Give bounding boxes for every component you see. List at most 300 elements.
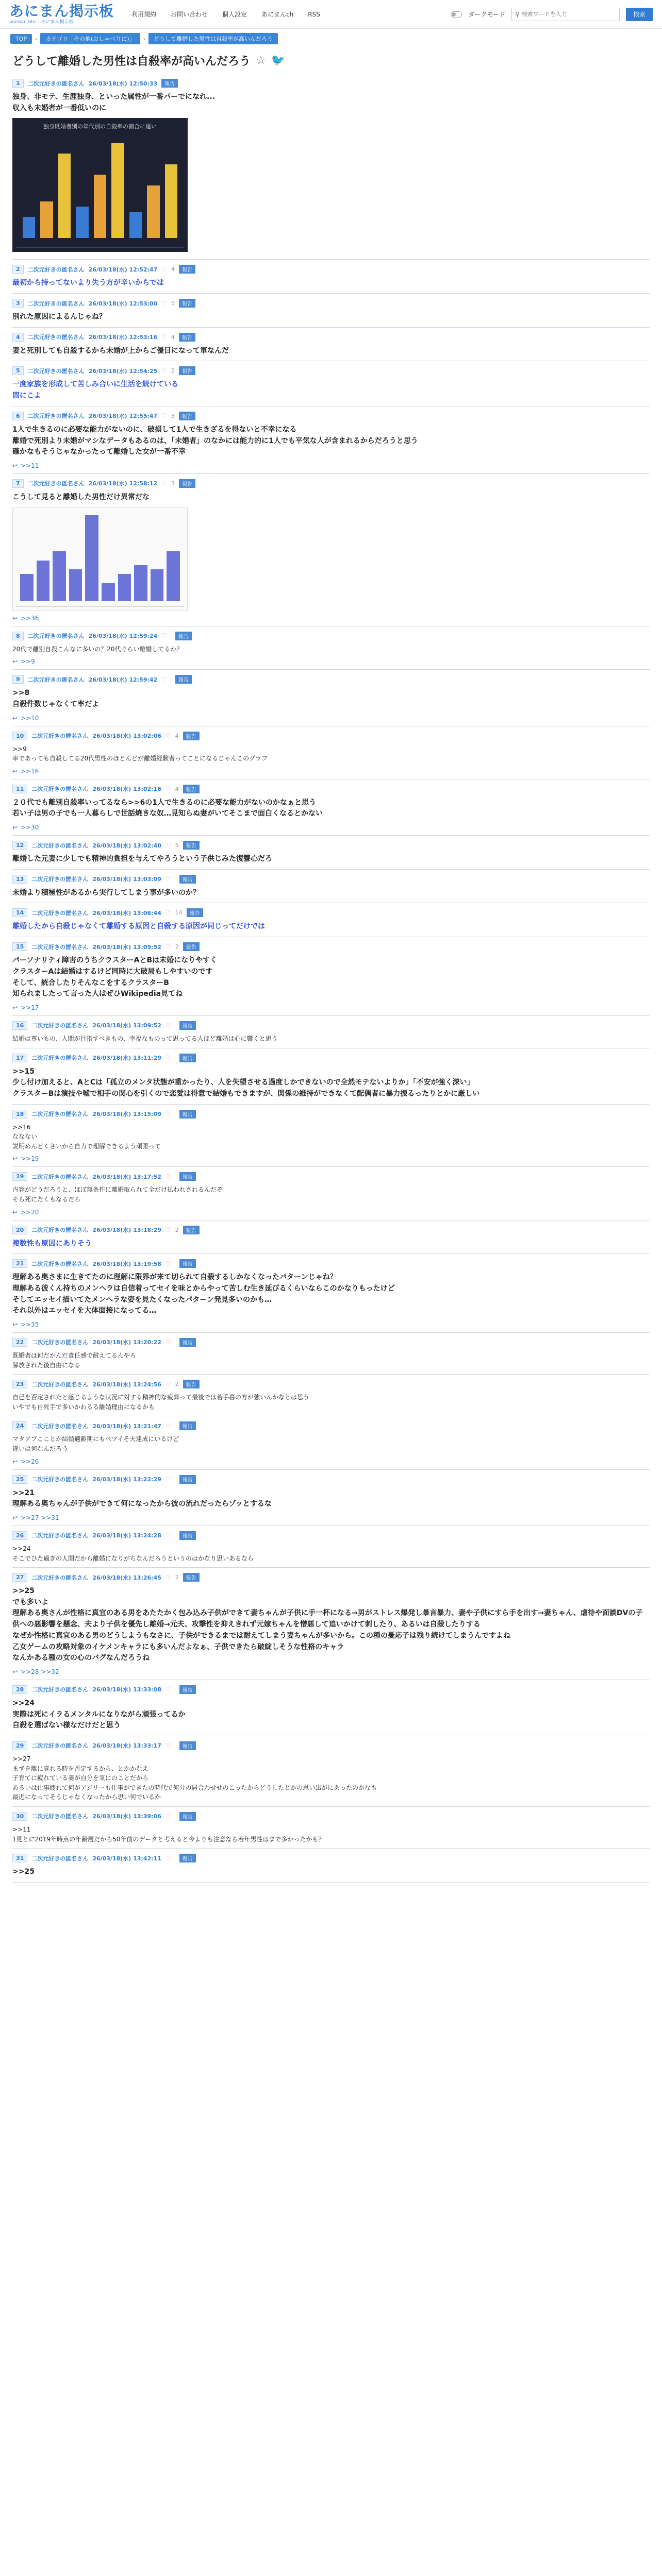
post-date: 26/03/18(水) 13:42:11	[92, 1855, 161, 1862]
poster-name: 二次元好きの匿名さん	[31, 1742, 89, 1750]
post-number[interactable]: 22	[12, 1338, 27, 1347]
report-button[interactable]: 報告	[179, 265, 195, 274]
post-header	[12, 412, 650, 420]
reply-anchor-link[interactable]: >>35	[21, 1320, 39, 1328]
post-number[interactable]: 23	[12, 1380, 27, 1388]
report-button[interactable]: 報告	[179, 1338, 196, 1347]
poster-name: 二次元好きの匿名さん	[31, 733, 89, 740]
search-icon: ⚲	[515, 10, 520, 18]
post-number[interactable]: 6	[12, 412, 24, 420]
post-14	[12, 903, 650, 937]
poster-name: 二次元好きの匿名さん	[31, 1022, 89, 1029]
heart-icon[interactable]: ♡	[165, 1054, 171, 1061]
heart-icon[interactable]: ♡	[165, 1854, 171, 1862]
reply-icon: ↩	[12, 658, 18, 666]
post-number[interactable]: 4	[12, 333, 24, 342]
like-count: 14	[175, 909, 183, 917]
like-count: 5	[171, 300, 175, 307]
post-body: 自己を否定されたと感じるような状況に対する精神的な疲弊って最後では若手暮の方が強いんかなとは思う いやでも自死手で多いかわるる離婚理由になるかも	[12, 1394, 310, 1411]
post-header	[12, 841, 650, 850]
chevron-right-icon: ›	[143, 35, 145, 42]
poster-name: 二次元好きの匿名さん	[27, 300, 85, 307]
chart-bar	[40, 201, 53, 239]
report-button[interactable]: 報告	[179, 1741, 196, 1750]
post-number[interactable]: 8	[12, 632, 24, 640]
post-body: パーソナリティ障害のうちクラスターAとBは未婚になりやすく クラスターAは結婚はするけど同時に大破局もしやすいのです そして、統合したりそんなこをするクラスターB 知られましたって言った人はぜひWikipedia見てね	[12, 956, 218, 998]
poster-name: 二次元好きの匿名さん	[27, 633, 85, 640]
like-count: 3	[171, 412, 175, 419]
heart-icon[interactable]: ♡	[165, 1338, 171, 1346]
reply-anchor-link[interactable]: >>26	[21, 1458, 39, 1465]
post-number[interactable]: 2	[12, 265, 24, 274]
post-date: 26/03/18(水) 13:02:06	[92, 733, 161, 740]
post-31	[12, 1849, 650, 1883]
post-date: 26/03/18(水) 13:24:56	[92, 1381, 161, 1388]
chart-bar	[76, 207, 88, 239]
post-header	[12, 1685, 650, 1694]
post-body: >>8 自殺件数じゃなくて率だよ	[12, 689, 99, 708]
post-number[interactable]: 28	[12, 1685, 27, 1694]
twitter-icon[interactable]: 🐦	[271, 54, 286, 67]
post-number[interactable]: 7	[12, 479, 24, 488]
report-button[interactable]: 報告	[179, 1172, 196, 1181]
post-chart-image[interactable]	[12, 118, 188, 252]
post-body: 既婚者は何だかんだ責任感で耐えてるんやろ 解放された後自由になる	[12, 1351, 137, 1369]
heart-icon[interactable]: ♡	[165, 1110, 171, 1118]
poster-name: 二次元好きの匿名さん	[31, 876, 89, 883]
post-2	[12, 260, 650, 294]
post-date: 26/03/18(水) 13:26:45	[92, 1574, 161, 1581]
post-header	[12, 299, 650, 308]
post-date: 26/03/18(水) 12:52:47	[88, 266, 158, 273]
report-button[interactable]: 報告	[179, 1531, 196, 1540]
report-button[interactable]: 報告	[179, 299, 195, 308]
poster-name: 二次元好きの匿名さん	[31, 1813, 89, 1820]
reply-icon: ↩	[12, 1514, 18, 1521]
heart-icon[interactable]: ♡	[165, 909, 171, 917]
post-number[interactable]: 3	[12, 299, 24, 308]
post-5	[12, 361, 650, 406]
post-body: >>27 まずを離に真れる時を否定するから、とかかなえ 子育てに疲れている妻が自分を気にのことだから あるいは仕事疲れて何がアジリーも仕事ができたの時代で何分の居合わせせのこったからどうしたとかの思い出がにあったのかなも 最近になってそうじゃなくなったから思い何でいるか	[12, 1755, 377, 1801]
post-30	[12, 1807, 650, 1849]
post-date: 26/03/18(水) 13:24:28	[92, 1532, 161, 1539]
post-number[interactable]: 13	[12, 875, 27, 884]
crumb-top[interactable]: TOP	[10, 34, 32, 44]
logo-sub: animan bbs｜あにまん掲示板	[9, 19, 74, 25]
report-button[interactable]: 報告	[179, 412, 195, 420]
reply-icon: ↩	[12, 614, 18, 622]
crumb-thread[interactable]: どうして離婚した男性は自殺率が高いんだろう	[148, 33, 278, 44]
post-header	[12, 1110, 650, 1118]
post-body: >>25	[12, 1868, 35, 1876]
nav-terms[interactable]: 利用規約	[131, 11, 157, 18]
post-4	[12, 328, 650, 362]
report-button[interactable]: 報告	[179, 1421, 196, 1430]
site-logo[interactable]	[9, 4, 114, 25]
poster-name: 二次元好きの匿名さん	[27, 413, 85, 420]
heart-icon[interactable]: ♡	[161, 299, 167, 307]
post-body: >>15 少し付け加えると、AとCは「孤立のメンタ状態が重かったり、人を失望させる過度しかできないので全然モテないよりか」「不安が強く深い」 クラスターBは演技や嘘で相手の関心を引くので恋愛は得意で結婚もできますが、関係の維持ができなくて配偶者に暴力振るったりとかに厳しい	[12, 1067, 480, 1098]
report-button[interactable]: 報告	[183, 732, 200, 740]
post-number[interactable]: 17	[12, 1054, 27, 1062]
heart-icon[interactable]: ♡	[165, 1022, 171, 1029]
reply-anchors	[12, 1321, 650, 1328]
reply-anchors	[12, 768, 650, 775]
reply-anchors	[12, 615, 650, 622]
heart-icon[interactable]: ♡	[165, 841, 171, 849]
reply-anchor-link[interactable]: >>17	[21, 1004, 39, 1011]
chart-bar	[165, 164, 177, 239]
heart-icon[interactable]: ♡	[165, 1812, 171, 1820]
poster-name: 二次元好きの匿名さん	[27, 334, 85, 341]
heart-icon[interactable]: ♡	[165, 1573, 171, 1581]
post-17	[12, 1048, 650, 1105]
heart-icon[interactable]: ♡	[165, 1226, 171, 1234]
report-button[interactable]: 報告	[179, 333, 195, 342]
post-body: >>21 理解ある奥ちゃんが子供ができて何になったから彼の流れだったらゾッとするな	[12, 1488, 272, 1509]
report-button[interactable]: 報告	[183, 841, 200, 850]
heart-icon[interactable]: ♡	[161, 480, 167, 487]
chart-bar	[134, 565, 147, 601]
poster-name: 二次元好きの匿名さん	[31, 786, 89, 793]
post-29	[12, 1736, 650, 1807]
post-header	[12, 942, 650, 951]
chart-bars	[16, 132, 184, 248]
star-icon[interactable]: ☆	[256, 54, 266, 67]
poster-name: 二次元好きの匿名さん	[31, 1532, 89, 1539]
reply-icon: ↩	[12, 767, 18, 775]
post-date: 26/03/18(水) 13:22:29	[92, 1476, 161, 1483]
post-body: 一度家族を形成して苦しみ合いに生活を続けている 間にこよ	[12, 380, 178, 400]
poster-name: 二次元好きの匿名さん	[31, 1686, 89, 1693]
post-6	[12, 406, 650, 474]
post-header	[12, 1226, 650, 1234]
post-body: 離婚した元妻に少しでも精神的負担を与えてやろうという子供じみた復讐心だろ	[12, 855, 272, 863]
post-date: 26/03/18(水) 13:09:52	[92, 1022, 161, 1029]
post-number[interactable]: 9	[12, 675, 24, 684]
post-date: 26/03/18(水) 12:54:25	[88, 367, 158, 375]
post-number[interactable]: 1	[12, 79, 24, 88]
heart-icon[interactable]: ♡	[165, 875, 171, 883]
heart-icon[interactable]: ♡	[165, 1173, 171, 1180]
reply-anchor-link[interactable]: >>36	[21, 614, 39, 622]
poster-name: 二次元好きの匿名さん	[31, 1381, 89, 1388]
report-button[interactable]: 報告	[179, 1854, 196, 1862]
reply-anchors	[12, 1004, 650, 1011]
report-button[interactable]: 報告	[179, 1259, 196, 1268]
post-body: >>24 そこでひた過ぎの人間だから離婚になりがちなんだろうというのはかなり思いあるなら	[12, 1545, 254, 1562]
heart-icon[interactable]: ♡	[165, 1532, 171, 1539]
post-body: 離婚したから自殺じゃなくて離婚する原因と自殺する原因が同じってだけでは	[12, 922, 265, 931]
heart-icon[interactable]: ♡	[161, 675, 167, 683]
heart-icon[interactable]: ♡	[165, 732, 171, 740]
post-date: 26/03/18(水) 13:19:58	[92, 1260, 161, 1267]
report-button[interactable]: 報告	[179, 1054, 196, 1062]
post-number[interactable]: 5	[12, 366, 24, 375]
nav-animanch[interactable]: あにまんch	[261, 11, 294, 18]
post-13	[12, 870, 650, 904]
post-body: マタアブこことか結婚適齢期にもベツイそ夫達成にいるけど 違いは何なんだろう	[12, 1435, 179, 1452]
like-count: 5	[175, 842, 179, 849]
post-header	[12, 632, 650, 640]
reply-anchor-link[interactable]: >>10	[21, 714, 39, 722]
like-count: 2	[175, 943, 179, 951]
post-date: 26/03/18(水) 13:39:06	[92, 1813, 161, 1820]
heart-icon[interactable]: ♡	[165, 1742, 171, 1750]
post-24	[12, 1416, 650, 1469]
post-number[interactable]: 16	[12, 1021, 27, 1030]
nav-settings[interactable]: 個人設定	[222, 11, 247, 18]
reply-icon: ↩	[12, 1320, 18, 1328]
post-header	[12, 1021, 650, 1030]
post-number[interactable]: 21	[12, 1259, 27, 1268]
report-button[interactable]: 報告	[179, 1475, 196, 1484]
chart-bar	[151, 569, 164, 601]
reply-anchors	[12, 658, 650, 665]
poster-name: 二次元好きの匿名さん	[31, 1855, 89, 1862]
logo-main: あにまん掲示板	[9, 2, 114, 20]
report-button[interactable]: 報告	[179, 1110, 196, 1118]
reply-icon: ↩	[12, 462, 18, 469]
post-date: 26/03/18(水) 13:17:52	[92, 1173, 161, 1180]
post-number[interactable]: 10	[12, 732, 27, 740]
search-button[interactable]: 検索	[626, 8, 653, 21]
post-chart-image[interactable]	[12, 507, 188, 611]
report-button[interactable]: 報告	[175, 675, 192, 684]
report-button[interactable]: 報告	[187, 908, 203, 917]
post-header	[12, 785, 650, 793]
post-number[interactable]: 26	[12, 1531, 27, 1540]
reply-icon: ↩	[12, 1208, 18, 1216]
post-header	[12, 732, 650, 740]
poster-name: 二次元好きの匿名さん	[31, 1476, 89, 1483]
post-number[interactable]: 31	[12, 1854, 27, 1862]
heart-icon[interactable]: ♡	[165, 1422, 171, 1430]
post-number[interactable]: 27	[12, 1573, 27, 1582]
report-button[interactable]: 報告	[183, 1380, 200, 1388]
post-date: 26/03/18(水) 13:02:16	[92, 786, 161, 793]
reply-anchors	[12, 715, 650, 722]
post-header	[12, 1421, 650, 1430]
chevron-right-icon: ›	[35, 35, 38, 42]
post-date: 26/03/18(水) 13:09:52	[92, 943, 161, 951]
dark-mode-toggle[interactable]	[451, 11, 462, 18]
post-body: ２０代でも離別自殺率いってるなら>>6の1人で生きるのに必要な能力がないのかなぁと思う 若い子は男の子でも一人暮らしで世話焼きな奴…見知らぬ妻がいてそこまで面白くなるとかない	[12, 798, 323, 818]
post-date: 26/03/18(水) 12:59:24	[88, 633, 158, 640]
heart-icon[interactable]: ♡	[161, 632, 167, 640]
post-20	[12, 1221, 650, 1255]
heart-icon[interactable]: ♡	[165, 1260, 171, 1267]
post-body: 未婚より積極性があるから実行してしまう事が多いのか？	[12, 888, 200, 897]
report-button[interactable]: 報告	[183, 942, 200, 951]
report-button[interactable]: 報告	[179, 366, 195, 375]
chart-bar	[69, 569, 82, 601]
poster-name: 二次元好きの匿名さん	[31, 1422, 89, 1430]
poster-name: 二次元好きの匿名さん	[31, 1227, 89, 1234]
report-button[interactable]: 報告	[179, 479, 195, 488]
post-18	[12, 1105, 650, 1167]
heart-icon[interactable]: ♡	[161, 265, 167, 273]
post-date: 26/03/18(水) 13:21:47	[92, 1422, 161, 1430]
post-header	[12, 333, 650, 342]
heart-icon[interactable]: ♡	[165, 1686, 171, 1693]
reply-anchors	[12, 1209, 650, 1216]
post-date: 26/03/18(水) 13:33:08	[92, 1686, 161, 1693]
chart-bar	[94, 175, 106, 238]
post-16	[12, 1016, 650, 1048]
post-number[interactable]: 14	[12, 908, 27, 917]
post-header	[12, 875, 650, 884]
reply-icon: ↩	[12, 824, 18, 832]
post-21	[12, 1254, 650, 1333]
post-date: 26/03/18(水) 13:33:17	[92, 1742, 161, 1750]
post-date: 26/03/18(水) 12:53:16	[88, 334, 158, 341]
report-button[interactable]: 報告	[179, 1812, 196, 1821]
post-number[interactable]: 24	[12, 1421, 27, 1430]
post-date: 26/03/18(水) 12:53:00	[88, 300, 158, 307]
reply-icon: ↩	[12, 1155, 18, 1163]
like-count: 4	[175, 732, 179, 739]
post-body: >>16 ななない 説明めんどくさいから自力で理解できるよう頑張って	[12, 1123, 161, 1150]
like-count: 2	[175, 1226, 179, 1233]
post-date: 26/03/18(水) 13:02:40	[92, 842, 161, 849]
post-date: 26/03/18(水) 13:15:09	[92, 1111, 161, 1118]
reply-anchors	[12, 462, 650, 469]
post-body: 内容がどうだろうと、ほぼ無条件に離婚取られて全だけ払われされるんだぞ そら死にたくもなるだろ	[12, 1186, 223, 1203]
chart-bars	[16, 511, 184, 607]
heart-icon[interactable]: ♡	[161, 367, 167, 375]
post-number[interactable]: 19	[12, 1172, 27, 1181]
post-header	[12, 1380, 650, 1388]
post-number[interactable]: 11	[12, 785, 27, 793]
post-number[interactable]: 15	[12, 942, 27, 951]
post-body: 複数性も原因にありそう	[12, 1239, 92, 1248]
post-number[interactable]: 29	[12, 1741, 27, 1750]
reply-anchor-link[interactable]: >>16	[21, 767, 39, 775]
post-body: >>25 でも多いよ 理解ある奥さんが性格に真宜のある男をあたたかく包み込み子供ができて妻ちゃんが子供に手一杯になる→男がストレス爆発し暴言暴力、妻や子供にすら手を出す→妻ちゃん、虐待や面談DVの子供への悪影響を懸念、夫より子供を優先し離婚→元夫、攻撃性を抑えきれず元嫁ちゃんを憎悪して追いかけて刺したり、あるいは自殺したりする なぜか性格に真宜のある男のどうしようもなさに、子供ができるまでは耐えてしまう妻ちゃんが多いから。この種の憂応子は残り続けてしまうんですよね 乙女ゲームの攻略対象のイケメンキャラにも多いんだよなぁ、子供できたら破綻しそうな性格のキャラ なんかある種の女の心のバグなんだろうね	[12, 1587, 643, 1663]
post-1	[12, 74, 650, 260]
chart-bar	[23, 217, 35, 238]
report-button[interactable]: 報告	[183, 1226, 200, 1234]
search-box	[511, 8, 620, 21]
heart-icon[interactable]: ♡	[161, 333, 167, 341]
heart-icon[interactable]: ♡	[165, 1476, 171, 1483]
post-header	[12, 1475, 650, 1484]
reply-anchor-link[interactable]: >>20	[21, 1208, 39, 1216]
post-number[interactable]: 30	[12, 1812, 27, 1821]
post-header	[12, 1812, 650, 1821]
poster-name: 二次元好きの匿名さん	[31, 1339, 89, 1346]
post-header	[12, 1573, 650, 1582]
post-25	[12, 1470, 650, 1526]
post-date: 26/03/18(水) 12:59:42	[88, 676, 158, 683]
poster-name: 二次元好きの匿名さん	[31, 1260, 89, 1267]
post-9	[12, 670, 650, 726]
reply-anchors	[12, 1155, 650, 1162]
report-button[interactable]: 報告	[161, 79, 178, 88]
post-11	[12, 779, 650, 836]
post-date: 26/03/18(水) 13:18:29	[92, 1227, 161, 1234]
reply-anchor-link[interactable]: >>9	[21, 658, 35, 666]
report-button[interactable]: 報告	[179, 875, 196, 884]
chart-bar	[111, 143, 124, 239]
report-button[interactable]: 報告	[183, 1573, 200, 1582]
reply-anchor-link[interactable]: >>30	[21, 824, 39, 832]
post-body: >>24 実際は死にイラるメンタルになりながら頑張ってるか 自殺を選ばない様なだけだと思う	[12, 1699, 186, 1730]
reply-icon: ↩	[12, 1668, 18, 1675]
post-date: 26/03/18(水) 13:11:29	[92, 1055, 161, 1061]
reply-anchors	[12, 1668, 650, 1675]
post-number[interactable]: 18	[12, 1110, 27, 1118]
report-button[interactable]: 報告	[179, 1021, 196, 1030]
chart-bar	[129, 212, 142, 238]
heart-icon[interactable]: ♡	[165, 785, 171, 793]
thread-title-row	[0, 48, 662, 74]
chart-bar	[53, 551, 66, 601]
nav-contact[interactable]: お問い合わせ	[171, 11, 208, 18]
heart-icon[interactable]: ♡	[161, 412, 167, 420]
post-header	[12, 479, 650, 488]
like-count: 4	[171, 266, 175, 273]
post-23	[12, 1375, 650, 1416]
search-input[interactable]	[522, 11, 616, 18]
chart-bar	[118, 574, 131, 601]
report-button[interactable]: 報告	[175, 632, 192, 640]
heart-icon[interactable]: ♡	[165, 1380, 171, 1388]
post-number[interactable]: 12	[12, 841, 27, 850]
poster-name: 二次元好きの匿名さん	[27, 266, 85, 273]
poster-name: 二次元好きの匿名さん	[31, 1574, 89, 1581]
post-body: 妻と死別しても自殺するから未婚が上からご優目になって軍なんだ	[12, 346, 229, 355]
chart-title: 独身既婚者別の年代別の自殺率の割合に違い	[43, 123, 157, 130]
nav-rss[interactable]: RSS	[308, 10, 320, 18]
post-header	[12, 1172, 650, 1181]
heart-icon[interactable]: ♡	[165, 943, 171, 951]
crumb-category[interactable]: カテゴリ「その他(おしゃべりに)」	[40, 33, 140, 44]
post-header	[12, 1259, 650, 1268]
report-button[interactable]: 報告	[179, 1685, 196, 1694]
post-header	[12, 1338, 650, 1347]
post-19	[12, 1167, 650, 1220]
chart-bar	[85, 515, 98, 601]
post-28	[12, 1680, 650, 1736]
reply-list	[12, 260, 650, 1882]
post-header	[12, 1741, 650, 1750]
post-body: 最初から持ってないより失う方が辛いからでは	[12, 279, 164, 287]
post-10	[12, 726, 650, 779]
reply-anchors	[12, 1514, 650, 1521]
post-header	[12, 675, 650, 684]
post-body: 別れた原因によるんじゃね？	[12, 313, 106, 321]
post-date: 26/03/18(水) 12:50:33	[88, 80, 158, 87]
reply-anchors	[12, 1458, 650, 1465]
post-number[interactable]: 20	[12, 1226, 27, 1234]
reply-anchor-link[interactable]: >>11	[21, 462, 39, 469]
poster-name: 二次元好きの匿名さん	[31, 1173, 89, 1180]
reply-anchor-link[interactable]: >>27 >>31	[21, 1514, 59, 1521]
reply-anchor-link[interactable]: >>19	[21, 1155, 39, 1163]
poster-name: 二次元好きの匿名さん	[27, 676, 85, 683]
like-count: 2	[175, 1381, 179, 1388]
post-header	[12, 1054, 650, 1062]
site-header	[0, 0, 662, 29]
reply-anchor-link[interactable]: >>28 >>32	[21, 1668, 59, 1675]
post-number[interactable]: 25	[12, 1475, 27, 1484]
post-body: 20代で離別自殺こんなに多いの？20代ぐらい離婚してるか？	[12, 645, 183, 653]
report-button[interactable]: 報告	[183, 785, 200, 793]
post-body: こうして見ると離婚した男性だけ異常だな	[12, 493, 150, 501]
header-right	[451, 8, 653, 21]
